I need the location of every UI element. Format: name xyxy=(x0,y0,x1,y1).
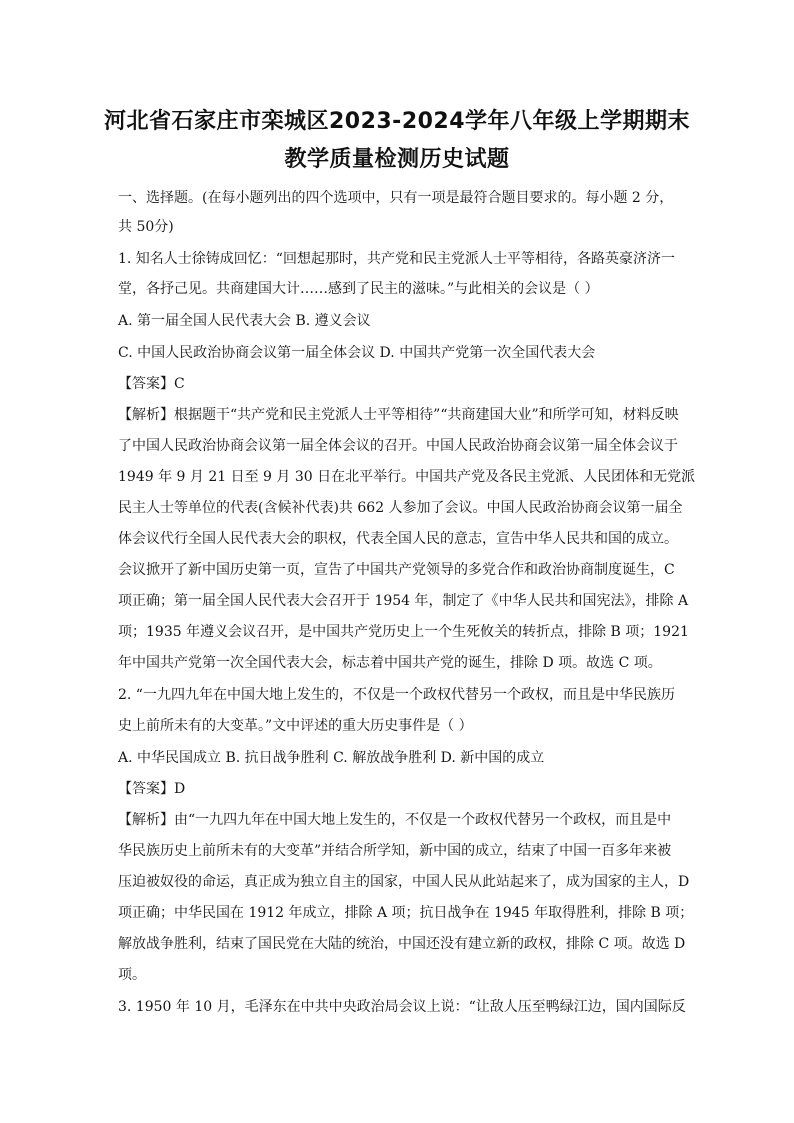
section-heading: 一、选择题。(在每小题列出的四个选项中，只有一项是最符合题目要求的。每小题 2 分， xyxy=(118,190,674,206)
question-1-stem-cont: 堂，各抒己见。共商建国大计……感到了民主的滋味。”与此相关的会议是（ ） xyxy=(118,281,599,297)
question-1-answer: 【答案】C xyxy=(118,376,185,392)
question-2-analysis-line: 华民族历史上前所未有的大变革”并结合所学知，新中国的成立，结束了中国一百多年来被 xyxy=(118,843,672,859)
document-title-line-2: 教学质量检测历史试题 xyxy=(284,147,510,172)
question-1-analysis-line: 体会议代行全国人民代表大会的职权，代表全国人民的意志，宣告中华人民共和国的成立。 xyxy=(118,531,678,547)
question-2-analysis-line: 压迫被奴役的命运，真正成为独立自主的国家，中国人民从此站起来了，成为国家的主人，D xyxy=(118,874,690,890)
question-1-analysis-line: 会议掀开了新中国历史第一页，宣告了中国共产党领导的多党合作和政治协商制度诞生，C xyxy=(118,562,675,578)
question-1-analysis-line: 项正确；第一届全国人民代表大会召开于 1954 年，制定了《中华人民共和国宪法》，排除 A xyxy=(118,593,689,609)
question-1-analysis-line: 年中国共产党第一次全国代表大会，标志着中国共产党的诞生，排除 D 项。故选 C 项。 xyxy=(118,655,662,671)
question-3-stem: 3. 1950 年 10 月，毛泽东在中共中央政治局会议上说：“让敌人压至鸭绿江边，国内国际反 xyxy=(118,999,686,1015)
question-2-stem-cont: 史上前所未有的大变革。”文中评述的重大历史事件是（ ） xyxy=(118,718,473,734)
question-1-options-cd: C. 中国人民政治协商会议第一届全体会议 D. 中国共产党第一次全国代表大会 xyxy=(118,345,596,361)
question-2-analysis: 【解析】由“一九四九年在中国大地上发生的，不仅是一个政权代替另一个政权，而且是中 xyxy=(118,812,672,828)
question-2-analysis-line: 项。 xyxy=(118,967,146,983)
question-1-analysis: 【解析】根据题干“共产党和民主党派人士平等相待”“共商建国大业”和所学可知，材料反映 xyxy=(118,407,679,423)
question-2-options: A. 中华民国成立 B. 抗日战争胜利 C. 解放战争胜利 D. 新中国的成立 xyxy=(118,750,545,766)
document-title-line-1: 河北省石家庄市栾城区2023-2024学年八年级上学期期末 xyxy=(103,109,691,134)
question-2-analysis-line: 解放战争胜利，结束了国民党在大陆的统治，中国还没有建立新的政权，排除 C 项。故选 D xyxy=(118,936,686,952)
question-2-analysis-line: 项正确；中华民国在 1912 年成立，排除 A 项；抗日战争在 1945 年取得胜利，排除 B 项； xyxy=(118,905,694,921)
question-1-stem: 1. 知名人士徐铸成回忆：“回想起那时，共产党和民主党派人士平等相待，各路英豪济济一 xyxy=(118,251,675,267)
question-2-answer: 【答案】D xyxy=(118,781,186,797)
question-1-analysis-line: 民主人士等单位的代表(含候补代表)共 662 人参加了会议。中国人民政治协商会议第一届全 xyxy=(118,500,683,516)
question-1-analysis-line: 1949 年 9 月 21 日至 9 月 30 日在北平举行。中国共产党及各民主党派、人民团体和无党派 xyxy=(118,469,696,485)
question-1-analysis-line: 项；1935 年遵义会议召开，是中国共产党历史上一个生死攸关的转折点，排除 B 项；1921 xyxy=(118,624,689,640)
section-heading-cont: 共 50分) xyxy=(118,219,174,235)
question-1-analysis-line: 了中国人民政治协商会议第一届全体会议的召开。中国人民政治协商会议第一届全体会议于 xyxy=(118,438,678,454)
question-2-stem: 2. “一九四九年在中国大地上发生的，不仅是一个政权代替另一个政权，而且是中华民族历 xyxy=(118,687,675,703)
question-1-options-ab: A. 第一届全国人民代表大会 B. 遵义会议 xyxy=(118,313,371,329)
